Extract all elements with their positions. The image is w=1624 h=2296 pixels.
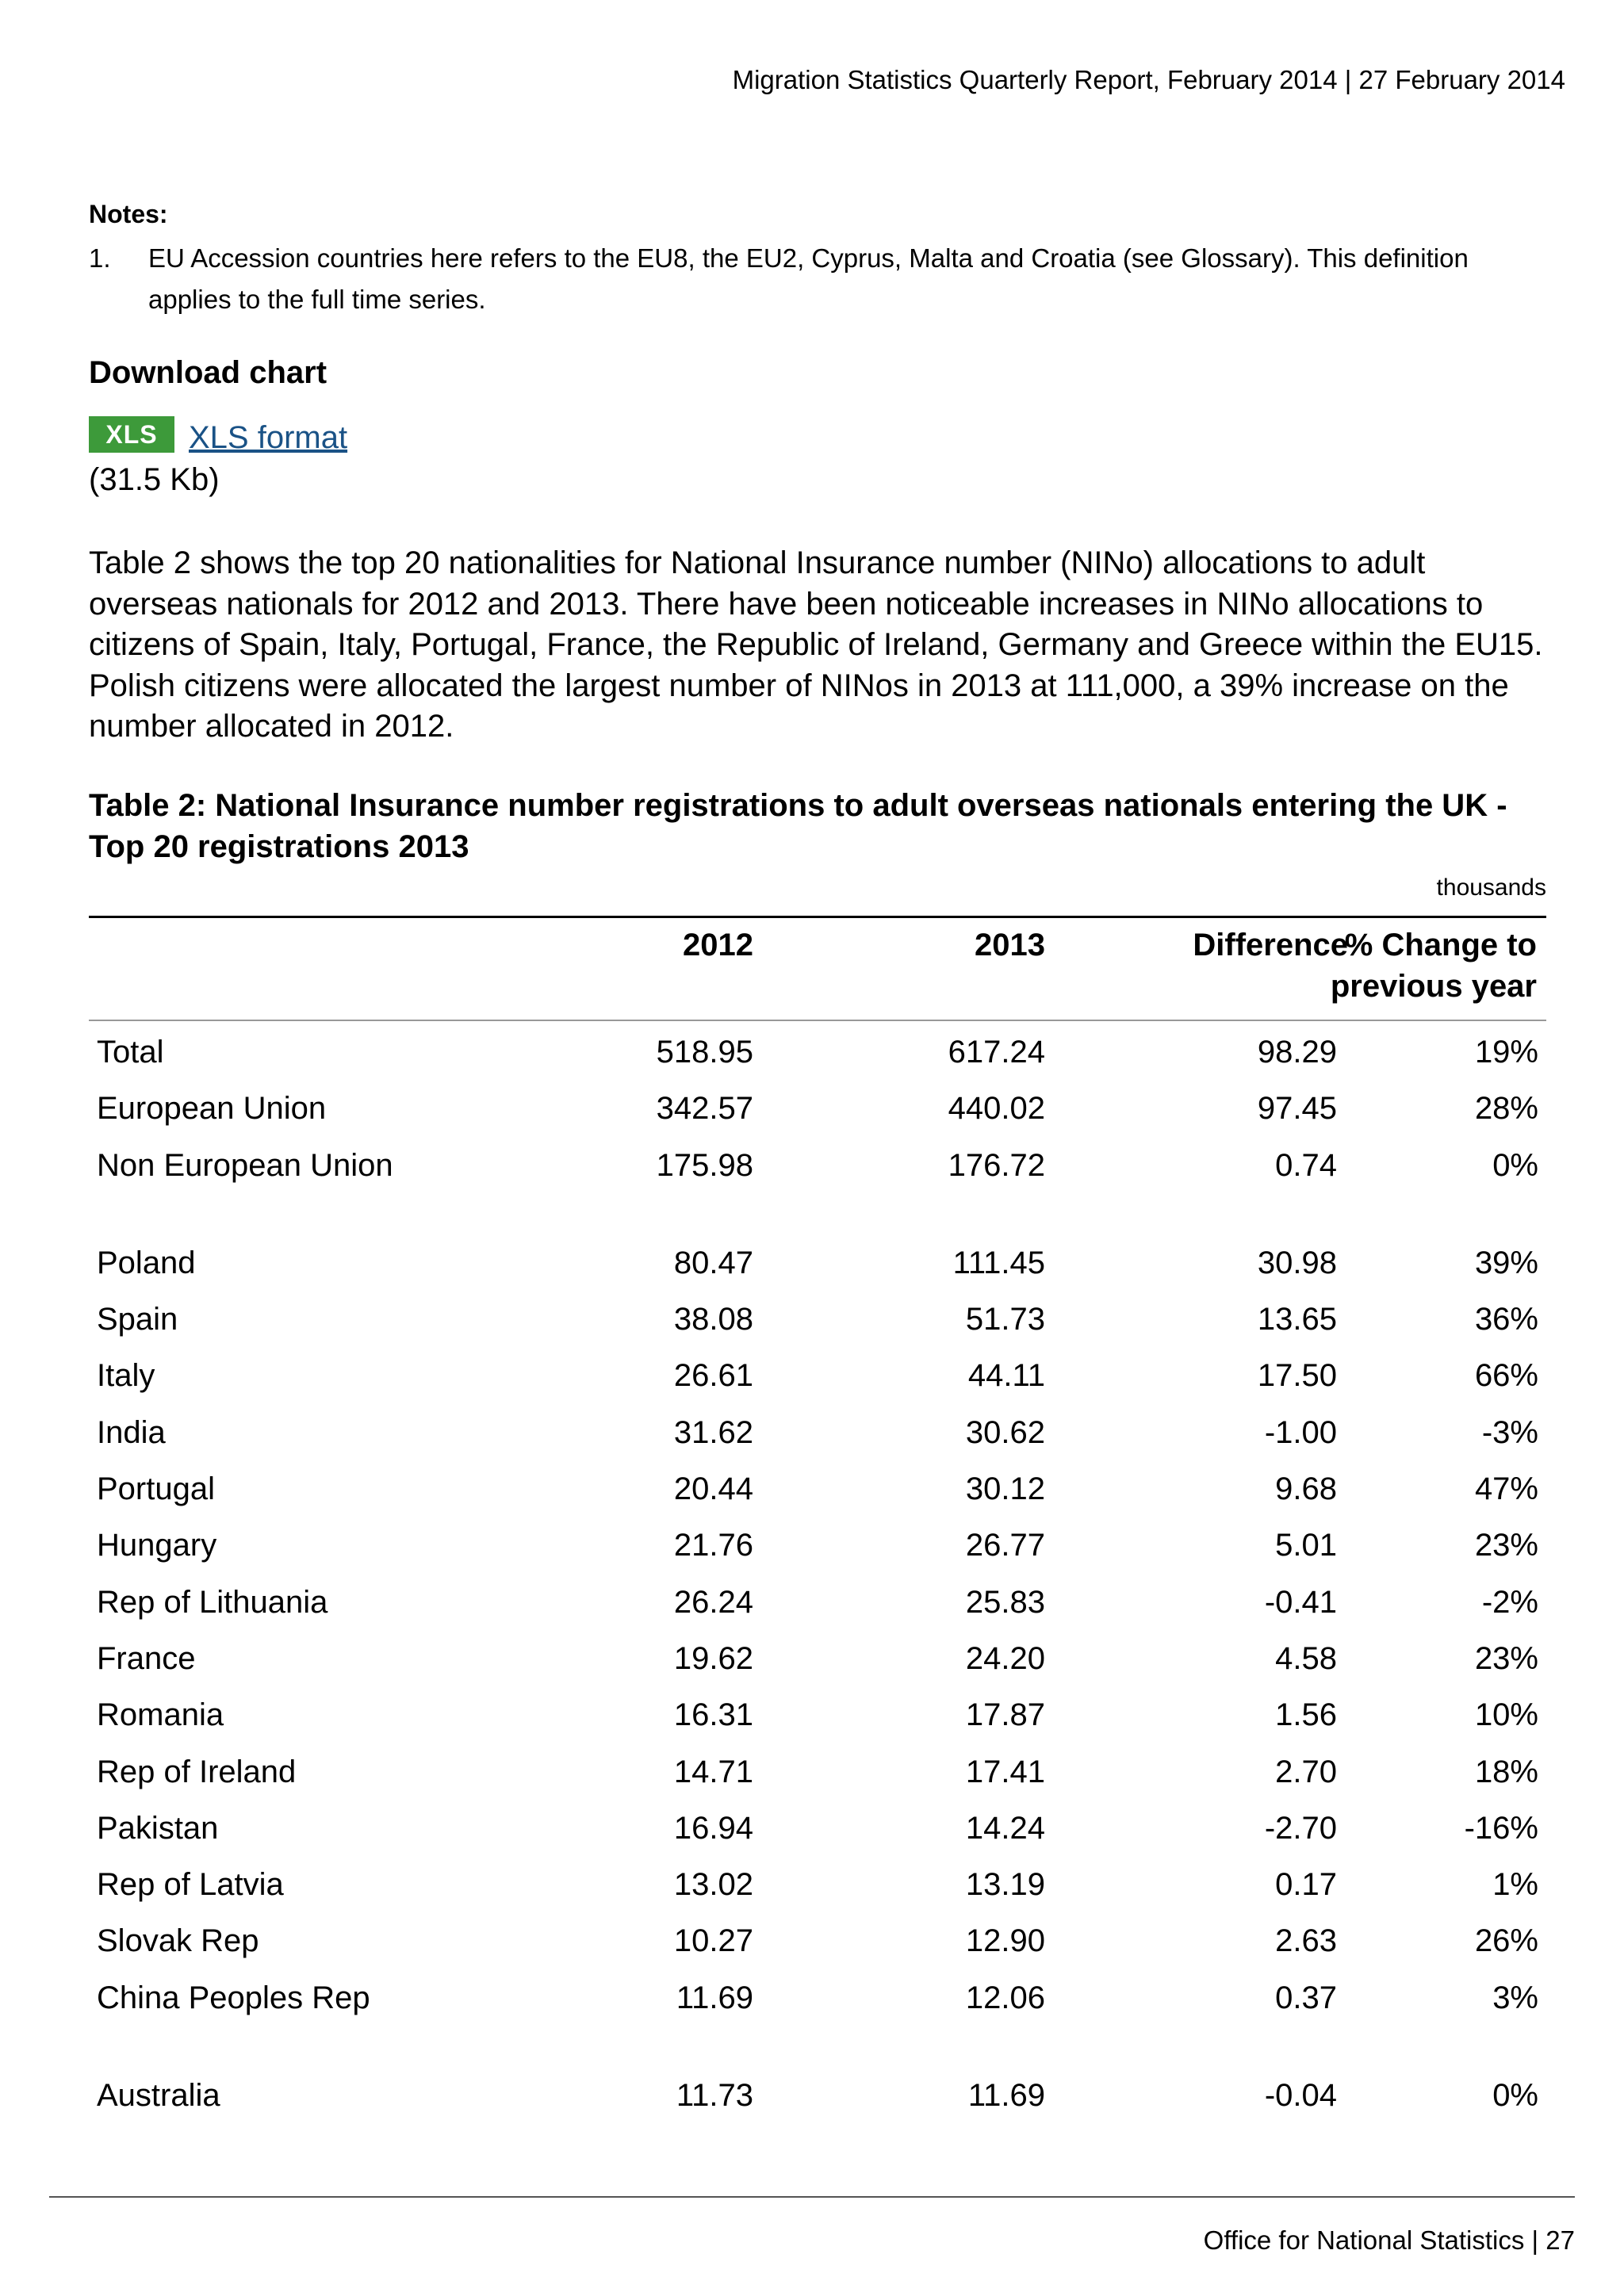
value-pct-change: -3% bbox=[1481, 1414, 1538, 1450]
value-2012: 342.57 bbox=[656, 1091, 753, 1127]
value-pct-change: 23% bbox=[1474, 1528, 1538, 1563]
row-label: European Union bbox=[97, 1091, 327, 1127]
value-difference: -0.04 bbox=[1264, 2078, 1337, 2114]
header-difference: Difference bbox=[1193, 928, 1348, 962]
value-2013: 25.83 bbox=[965, 1584, 1045, 1620]
table-top-rule bbox=[89, 916, 1546, 918]
row-label: Australia bbox=[97, 2078, 220, 2114]
note-number: 1. bbox=[89, 243, 111, 273]
value-pct-change: 23% bbox=[1474, 1640, 1538, 1676]
value-2012: 16.94 bbox=[673, 1810, 753, 1846]
header-2012: 2012 bbox=[683, 928, 753, 962]
value-2013: 617.24 bbox=[948, 1035, 1045, 1070]
value-2012: 26.24 bbox=[673, 1584, 753, 1620]
table-row bbox=[89, 1469, 1546, 1525]
table-row bbox=[89, 1525, 1546, 1582]
value-2012: 175.98 bbox=[656, 1147, 753, 1183]
value-difference: -2.70 bbox=[1264, 1810, 1337, 1846]
value-pct-change: 18% bbox=[1474, 1754, 1538, 1789]
footer-rule bbox=[49, 2196, 1575, 2198]
row-label: Non European Union bbox=[97, 1147, 393, 1183]
header-pct-change: % Change to previous year bbox=[1330, 928, 1537, 1004]
value-difference: 0.74 bbox=[1275, 1147, 1337, 1183]
value-difference: 97.45 bbox=[1257, 1091, 1337, 1127]
value-2012: 19.62 bbox=[673, 1640, 753, 1676]
value-2012: 20.44 bbox=[673, 1471, 753, 1507]
value-pct-change: 39% bbox=[1474, 1245, 1538, 1280]
value-2013: 12.06 bbox=[965, 1980, 1045, 2015]
value-2013: 30.62 bbox=[965, 1414, 1045, 1450]
table-row bbox=[89, 1639, 1546, 1695]
value-difference: 4.58 bbox=[1275, 1640, 1337, 1676]
table-units: thousands bbox=[1436, 874, 1546, 901]
value-difference: 9.68 bbox=[1275, 1471, 1337, 1507]
table-row bbox=[89, 1413, 1546, 1469]
row-label: Total bbox=[97, 1035, 164, 1070]
row-label: Rep of Ireland bbox=[97, 1754, 297, 1789]
value-difference: -0.41 bbox=[1264, 1584, 1337, 1620]
row-label: Italy bbox=[97, 1358, 155, 1394]
value-2013: 30.12 bbox=[965, 1471, 1045, 1507]
value-2012: 14.71 bbox=[673, 1754, 753, 1789]
value-difference: 30.98 bbox=[1257, 1245, 1337, 1280]
value-pct-change: 26% bbox=[1474, 1923, 1538, 1959]
value-2012: 31.62 bbox=[673, 1414, 753, 1450]
value-2013: 111.45 bbox=[952, 1245, 1045, 1280]
table-row bbox=[89, 1299, 1546, 1356]
value-2013: 24.20 bbox=[965, 1640, 1045, 1676]
table-row bbox=[89, 2076, 1546, 2132]
value-2013: 11.69 bbox=[967, 2078, 1045, 2114]
value-difference: 1.56 bbox=[1275, 1697, 1337, 1733]
table-row bbox=[89, 1695, 1546, 1751]
table-row bbox=[89, 1089, 1546, 1145]
value-2012: 80.47 bbox=[673, 1245, 753, 1280]
value-difference: 2.63 bbox=[1275, 1923, 1337, 1959]
value-2012: 518.95 bbox=[656, 1035, 753, 1070]
value-pct-change: 28% bbox=[1474, 1091, 1538, 1127]
value-2012: 13.02 bbox=[673, 1867, 753, 1903]
value-pct-change: 1% bbox=[1492, 1867, 1538, 1903]
value-2013: 44.11 bbox=[967, 1358, 1045, 1394]
value-difference: 17.50 bbox=[1257, 1358, 1337, 1394]
value-pct-change: 10% bbox=[1474, 1697, 1538, 1733]
row-label: Romania bbox=[97, 1697, 224, 1733]
value-2012: 11.69 bbox=[676, 1980, 753, 2015]
value-2013: 26.77 bbox=[965, 1528, 1045, 1563]
value-2013: 176.72 bbox=[948, 1147, 1045, 1183]
value-pct-change: 0% bbox=[1492, 1147, 1538, 1183]
row-label: Portugal bbox=[97, 1471, 215, 1507]
value-pct-change: 36% bbox=[1474, 1302, 1538, 1337]
table-row bbox=[89, 1032, 1546, 1089]
value-2012: 16.31 bbox=[673, 1697, 753, 1733]
value-2012: 10.27 bbox=[673, 1923, 753, 1959]
value-2012: 26.61 bbox=[673, 1358, 753, 1394]
file-size: (31.5 Kb) bbox=[89, 462, 220, 497]
value-difference: 0.17 bbox=[1275, 1867, 1337, 1903]
value-pct-change: 19% bbox=[1474, 1035, 1538, 1070]
download-chart-heading: Download chart bbox=[89, 355, 327, 390]
row-label: India bbox=[97, 1414, 166, 1450]
table-row bbox=[89, 1978, 1546, 2076]
table-header-rule bbox=[89, 1020, 1546, 1021]
xls-download-link[interactable]: XLS format bbox=[189, 420, 348, 455]
row-label: Rep of Latvia bbox=[97, 1867, 284, 1903]
table-row bbox=[89, 1582, 1546, 1639]
table-row bbox=[89, 1808, 1546, 1865]
row-label: Rep of Lithuania bbox=[97, 1584, 328, 1620]
table-row bbox=[89, 1356, 1546, 1412]
row-label: Pakistan bbox=[97, 1810, 219, 1846]
value-2013: 12.90 bbox=[965, 1923, 1045, 1959]
value-pct-change: 47% bbox=[1474, 1471, 1538, 1507]
table-row bbox=[89, 1865, 1546, 1921]
value-difference: 98.29 bbox=[1257, 1035, 1337, 1070]
page-footer: Office for National Statistics | 27 bbox=[1203, 2225, 1575, 2255]
value-difference: 0.37 bbox=[1275, 1980, 1337, 2015]
value-pct-change: -16% bbox=[1464, 1810, 1538, 1846]
value-pct-change: -2% bbox=[1481, 1584, 1538, 1620]
value-2013: 17.87 bbox=[965, 1697, 1045, 1733]
note-text: EU Accession countries here refers to the EU8, the EU2, Cyprus, Malta and Croatia (see Glossary). This definition applies to the full time series. bbox=[148, 243, 1469, 314]
row-label: China Peoples Rep bbox=[97, 1980, 370, 2015]
body-paragraph: Table 2 shows the top 20 nationalities for National Insurance number (NINo) allocations to adult overseas nationals for 2012 and 2013. There have been noticeable increases in NINo allocations to citizens of Spain, Italy, Portugal, France, the Republic of Ireland, Germany and Greece within the EU15. Polish citizens were allocated the largest number of NINos in 2013 at 111,000, a 39% increase on the number allocated in 2012. bbox=[89, 545, 1543, 744]
value-pct-change: 66% bbox=[1474, 1358, 1538, 1394]
value-difference: 5.01 bbox=[1275, 1528, 1337, 1563]
value-2012: 21.76 bbox=[673, 1528, 753, 1563]
row-label: France bbox=[97, 1640, 196, 1676]
row-label: Hungary bbox=[97, 1528, 217, 1563]
value-2012: 11.73 bbox=[676, 2078, 753, 2114]
notes-title: Notes: bbox=[89, 200, 168, 228]
value-2012: 38.08 bbox=[673, 1302, 753, 1337]
table-row bbox=[89, 1146, 1546, 1243]
table-body bbox=[89, 1032, 1546, 2132]
value-2013: 440.02 bbox=[948, 1091, 1045, 1127]
value-2013: 13.19 bbox=[965, 1867, 1045, 1903]
table-row bbox=[89, 1243, 1546, 1299]
table-row bbox=[89, 1752, 1546, 1808]
header-2013: 2013 bbox=[975, 928, 1045, 962]
row-label: Slovak Rep bbox=[97, 1923, 259, 1959]
value-2013: 17.41 bbox=[965, 1754, 1045, 1789]
row-label: Spain bbox=[97, 1302, 178, 1337]
row-label: Poland bbox=[97, 1245, 196, 1280]
value-difference: 2.70 bbox=[1275, 1754, 1337, 1789]
table-title: Table 2: National Insurance number registrations to adult overseas nationals entering the UK - Top 20 registrations 2013 bbox=[89, 788, 1507, 864]
table-row bbox=[89, 1921, 1546, 1977]
value-2013: 14.24 bbox=[965, 1810, 1045, 1846]
xls-file-icon[interactable]: XLS bbox=[89, 416, 174, 453]
value-difference: -1.00 bbox=[1264, 1414, 1337, 1450]
value-pct-change: 3% bbox=[1492, 1980, 1538, 2015]
value-pct-change: 0% bbox=[1492, 2078, 1538, 2114]
running-header: Migration Statistics Quarterly Report, February 2014 | 27 February 2014 bbox=[732, 65, 1565, 94]
value-difference: 13.65 bbox=[1257, 1302, 1337, 1337]
value-2013: 51.73 bbox=[965, 1302, 1045, 1337]
